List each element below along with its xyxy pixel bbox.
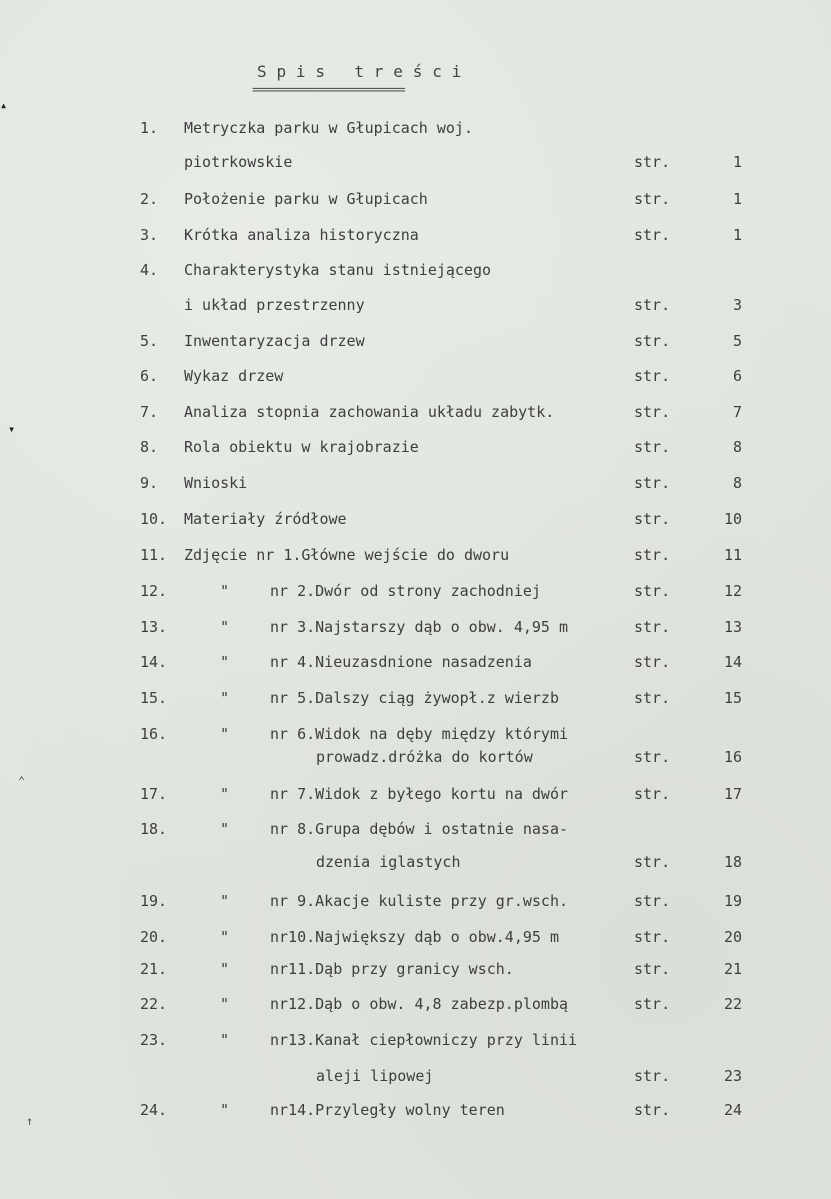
entry-number: 24. [140,1101,168,1119]
entry-title: nr14.Przyległy wolny teren [270,1101,505,1119]
str-label: str. [634,226,671,244]
entry-number: 6. [140,367,159,385]
entry-title: Rola obiektu w krajobrazie [184,438,419,456]
page-number: 3 [732,296,742,314]
page-number: 23 [723,1067,742,1085]
paper-speck-mark: ↑ [26,1114,34,1128]
entry-title: Położenie parku w Głupicach [184,190,428,208]
str-label: str. [634,960,671,978]
page-number: 17 [723,785,742,803]
str-label: str. [634,546,671,564]
entry-number: 9. [140,474,159,492]
entry-title-continuation: prowadz.dróżka do kortów [316,748,533,766]
entry-title: Analiza stopnia zachowania układu zabytk. [184,403,555,421]
entry-number: 11. [140,546,168,564]
entry-title: nr 2.Dwór od strony zachodniej [270,582,541,600]
entry-number: 17. [140,785,168,803]
entry-title-continuation: dzenia iglastych [316,853,461,871]
ditto-mark: " [220,995,230,1013]
ditto-mark: " [220,725,230,743]
page-number: 10 [723,510,742,528]
str-label: str. [634,618,671,636]
entry-title-continuation: i układ przestrzenny [184,296,365,314]
entry-title: nr13.Kanał ciepłowniczy przy linii [270,1031,578,1049]
entry-number: 22. [140,995,168,1013]
str-label: str. [634,928,671,946]
page-number: 24 [723,1101,742,1119]
entry-number: 19. [140,892,168,910]
entry-number: 15. [140,689,168,707]
paper-speck-mark: ▴ [0,98,8,112]
page-number: 1 [732,226,742,244]
ditto-mark: " [220,1101,230,1119]
ditto-mark: " [220,820,230,838]
page-number: 14 [723,653,742,671]
entry-number: 20. [140,928,168,946]
entry-number: 14. [140,653,168,671]
ditto-mark: " [220,785,230,803]
title-underline: ======================= [252,83,405,98]
ditto-mark: " [220,653,230,671]
entry-title: nr10.Największy dąb o obw.4,95 m [270,928,559,946]
page-number: 7 [732,403,742,421]
entry-number: 12. [140,582,168,600]
entry-title: Metryczka parku w Głupicach woj. [184,119,473,137]
entry-number: 4. [140,261,159,279]
str-label: str. [634,1067,671,1085]
entry-number: 5. [140,332,159,350]
entry-number: 7. [140,403,159,421]
entry-number: 10. [140,510,168,528]
ditto-mark: " [220,892,230,910]
page-title: S p i s t r e ś c i [257,62,462,81]
ditto-mark: " [220,928,230,946]
page-number: 12 [723,582,742,600]
page-number: 18 [723,853,742,871]
entry-title: Charakterystyka stanu istniejącego [184,261,492,279]
str-label: str. [634,689,671,707]
entry-title-continuation: piotrkowskie [184,153,293,171]
entry-number: 23. [140,1031,168,1049]
entry-title: nr 8.Grupa dębów i ostatnie nasa- [270,820,569,838]
page-number: 11 [723,546,742,564]
str-label: str. [634,296,671,314]
entry-title: nr11.Dąb przy granicy wsch. [270,960,514,978]
entry-title: nr 9.Akacje kuliste przy gr.wsch. [270,892,569,910]
entry-title: nr 5.Dalszy ciąg żywopł.z wierzb [270,689,559,707]
str-label: str. [634,1101,671,1119]
ditto-mark: " [220,960,230,978]
ditto-mark: " [220,1031,230,1049]
page-number: 16 [723,748,742,766]
page-number: 8 [732,474,742,492]
str-label: str. [634,510,671,528]
str-label: str. [634,653,671,671]
entry-title: Krótka analiza historyczna [184,226,419,244]
str-label: str. [634,474,671,492]
entry-title-continuation: aleji lipowej [316,1067,434,1085]
page-number: 8 [732,438,742,456]
page-number: 1 [732,190,742,208]
str-label: str. [634,332,671,350]
entry-title: nr12.Dąb o obw. 4,8 zabezp.plombą [270,995,569,1013]
entry-number: 18. [140,820,168,838]
entry-number: 1. [140,119,159,137]
page-number: 20 [723,928,742,946]
str-label: str. [634,367,671,385]
str-label: str. [634,995,671,1013]
entry-number: 13. [140,618,168,636]
page-number: 22 [723,995,742,1013]
entry-number: 8. [140,438,159,456]
page-number: 6 [732,367,742,385]
entry-number: 16. [140,725,168,743]
entry-title: Wnioski [184,474,248,492]
ditto-mark: " [220,582,230,600]
entry-title: nr 3.Najstarszy dąb o obw. 4,95 m [270,618,569,636]
str-label: str. [634,153,671,171]
str-label: str. [634,892,671,910]
paper-speck-mark: ⌃ [18,774,26,788]
entry-title: nr 4.Nieuzasdnione nasadzenia [270,653,532,671]
paper-speck-mark: ▾ [8,422,16,436]
str-label: str. [634,748,671,766]
entry-number: 3. [140,226,159,244]
page-number: 5 [732,332,742,350]
entry-title: nr 6.Widok na dęby między którymi [270,725,569,743]
entry-title: nr 7.Widok z byłego kortu na dwór [270,785,569,803]
str-label: str. [634,853,671,871]
str-label: str. [634,403,671,421]
str-label: str. [634,190,671,208]
page-number: 1 [732,153,742,171]
ditto-mark: " [220,689,230,707]
page-number: 21 [723,960,742,978]
str-label: str. [634,582,671,600]
entry-title: Wykaz drzew [184,367,284,385]
page-number: 15 [723,689,742,707]
entry-title: Materiały źródłowe [184,510,347,528]
ditto-mark: " [220,618,230,636]
page-number: 13 [723,618,742,636]
str-label: str. [634,438,671,456]
entry-title: Zdjęcie nr 1.Główne wejście do dworu [184,546,510,564]
entry-number: 21. [140,960,168,978]
entry-number: 2. [140,190,159,208]
page-number: 19 [723,892,742,910]
str-label: str. [634,785,671,803]
entry-title: Inwentaryzacja drzew [184,332,365,350]
